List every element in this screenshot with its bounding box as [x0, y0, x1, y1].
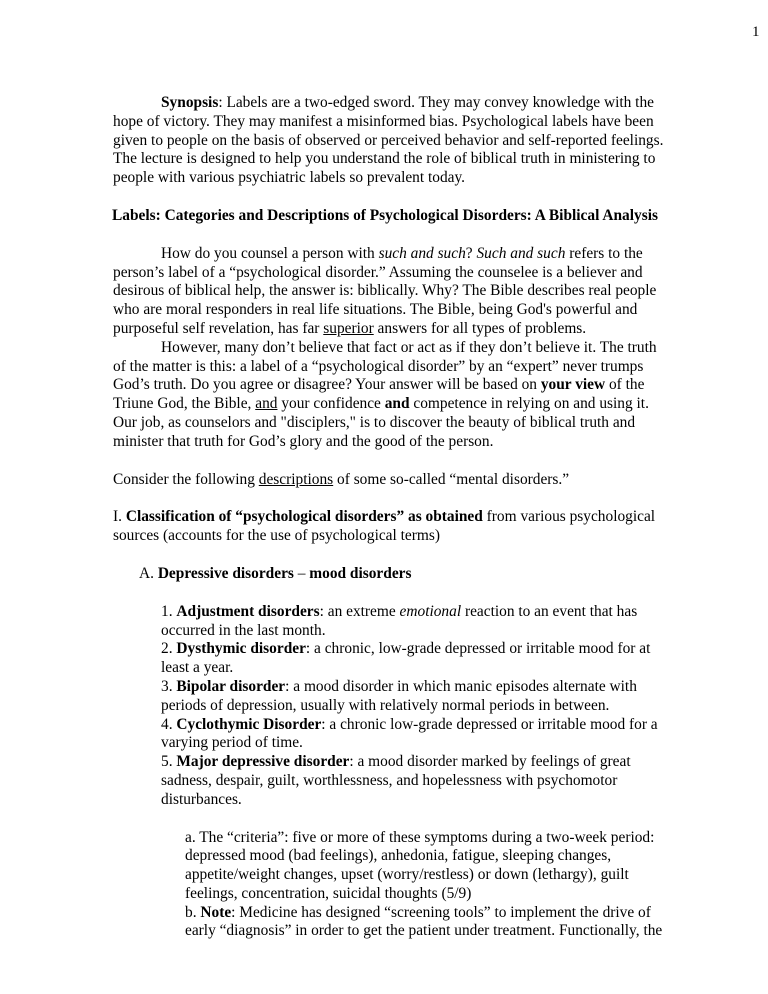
item-text: : an extreme: [319, 602, 400, 620]
list-item: [161, 753, 673, 809]
section-1-bold: Classification of “psychological disorders” as obtained: [125, 508, 483, 526]
para1-text-2: ?: [465, 244, 477, 262]
para1-text-1: How do you counsel a person with: [161, 244, 379, 262]
section-a-bold-2: mood disorders: [309, 564, 412, 582]
consider-paragraph: [113, 471, 673, 490]
sub-item-b-bold: Note: [200, 903, 232, 921]
synopsis-text: : Labels are a two-edged sword. They may convey knowledge with the hope of victory. They may manifest a misinformed bias. Psychological labels have been given to people on the basis of observed or perceived behavior and self-reported feelings. The lecture is designed to help you understand the role of biblical truth in ministering to people with various psychiatric labels so prevalent today.: [113, 94, 664, 187]
item-number: 5.: [161, 753, 177, 771]
para2-text-3: your confidence: [277, 395, 385, 413]
item-term: Adjustment disorders: [176, 602, 320, 620]
para2-text-1: However, many don’t believe that fact or act as if they don’t believe it. The truth of the matter is this: a label of a “psychological disorder” by an “expert” never trumps God’s truth. Do you agree or disagree? Your answer will be based on: [113, 338, 657, 394]
section-a-heading: [139, 565, 673, 584]
list-item: [161, 603, 673, 641]
consider-text-1: Consider the following: [113, 470, 259, 488]
item-number: 3.: [161, 677, 177, 695]
para2-bold-2: and: [384, 395, 410, 413]
sub-item-b: [185, 904, 673, 942]
criteria-list: [185, 829, 673, 942]
document-body: [113, 94, 673, 941]
para1-text-4: answers for all types of problems.: [373, 319, 587, 337]
sub-item-a: a. The “criteria”: five or more of these symptoms during a two-week period: depressed mood (bad feelings), anhedonia, fatigue, sleeping changes, appetite/weight changes, upset (worry/restless) or down (lethargy), guilt feelings, concentration, suicidal thoughts (5/9): [185, 828, 655, 902]
section-1-heading: [113, 508, 673, 546]
para2-text-4: competence in relying on and using it. Our job, as counselors and "disciplers," is to discover the beauty of biblical truth and minister that truth for God’s glory and the good of the person.: [113, 395, 649, 450]
page-number: 1: [752, 24, 760, 40]
para2-bold-1: your view: [540, 376, 606, 394]
item-number: 1.: [161, 602, 177, 620]
para1-underline: superior: [323, 319, 374, 337]
section-a-dash: –: [293, 564, 310, 582]
consider-text-2: of some so-called “mental disorders.”: [333, 470, 570, 488]
item-term: Dysthymic disorder: [176, 640, 306, 658]
item-number: 4.: [161, 715, 177, 733]
para1-emphasis-1: such and such: [378, 244, 466, 262]
list-item: [161, 640, 673, 678]
section-1-numeral: I.: [113, 508, 126, 526]
section-a-bold-1: Depressive disorders: [157, 564, 294, 582]
title-main: Labels: Categories and Descriptions of Psychological Disorders: [112, 206, 527, 224]
item-term: Major depressive disorder: [176, 753, 350, 771]
item-text: : a chronic, low-grade depressed or irritable mood for at least a year.: [161, 640, 651, 677]
para2-underline: and: [255, 395, 278, 413]
para1-text-3: refers to the person’s label of a “psychological disorder.” Assuming the counselee is a believer and desirous of biblical help, the answer is: biblically. Why? The Bible describes real people who are moral responders in real life situations. The Bible, being God's powerful and purposeful self revelation, has far: [113, 244, 657, 337]
synopsis-paragraph: [113, 94, 673, 188]
para1-emphasis-2: Such and such: [476, 244, 566, 262]
title-sub: A Biblical Analysis: [534, 206, 658, 224]
item-text-end: reaction to an event that has occurred in the last month.: [161, 602, 638, 639]
consider-underline: descriptions: [258, 470, 334, 488]
list-item: [161, 716, 673, 754]
disorder-list: [161, 603, 673, 810]
item-term: Cyclothymic Disorder: [176, 715, 322, 733]
document-title: [112, 207, 673, 226]
sub-item-b-prefix: b.: [185, 903, 201, 921]
item-text: : a chronic low-grade depressed or irritable mood for a varying period of time.: [161, 715, 658, 752]
title-separator: :: [526, 206, 535, 224]
intro-paragraph-2: [113, 339, 673, 452]
intro-paragraph-1: [113, 245, 673, 339]
section-a-letter: A.: [139, 564, 158, 582]
para2-text-2: of the Triune God, the Bible,: [113, 376, 645, 413]
item-text: : a mood disorder marked by feelings of great sadness, despair, guilt, worthlessness, and hopelessness with psychomotor disturbances.: [161, 753, 631, 808]
item-text: : a mood disorder in which manic episodes alternate with periods of depression, usually with relatively normal periods in between.: [161, 677, 637, 714]
sub-item-b-text: : Medicine has designed “screening tools” to implement the drive of early “diagnosis” in order to get the patient under treatment. Functionally, the: [185, 903, 663, 940]
item-emphasis: emotional: [399, 602, 462, 620]
synopsis-label: Synopsis: [161, 94, 219, 111]
item-term: Bipolar disorder: [176, 677, 286, 695]
list-item: [161, 678, 673, 716]
section-1-text: from various psychological sources (accounts for the use of psychological terms): [113, 508, 656, 545]
item-number: 2.: [161, 640, 177, 658]
